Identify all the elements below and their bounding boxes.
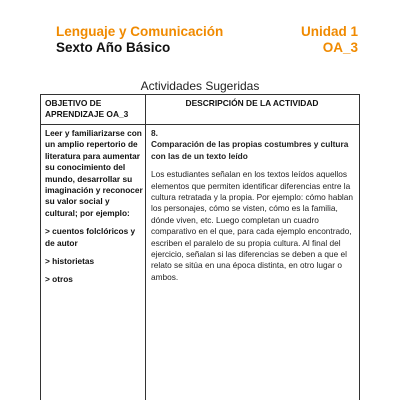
document-header xyxy=(56,24,358,58)
subject-title: Lenguaje y Comunicación xyxy=(56,24,224,39)
objective-item: > cuentos folclóricos y de autor xyxy=(45,226,136,248)
activity-number: 8. xyxy=(151,128,158,138)
oa-label: OA_3 xyxy=(322,40,358,55)
activity-description: Los estudiantes señalan en los textos leídos aquellos elementos que permiten identificar diferencias entre la cultura retratada y la propia. Por ejemplo: cómo hablan los personajes, cómo se visten, cómo es la familia, dónde viven, etc. Luego completan un cuadro comparativo en el que, para cada ejemplo encontrado, escriben el paralelo de su propia cultura. Al final del ejercicio, señalan si las diferencias se deben a que el relato se sitúa en una época distinta, en otro lugar o ambos. xyxy=(151,169,354,282)
description-column-header: DESCRIPCIÓN DE LA ACTIVIDAD xyxy=(185,98,319,108)
objective-item: > otros xyxy=(45,274,73,285)
header-row-divider xyxy=(41,124,359,125)
unit-label: Unidad 1 xyxy=(300,24,358,39)
objective-cell xyxy=(45,128,143,293)
activity-title: Comparación de las propias costumbres y cultura con las de un texto leído xyxy=(151,139,349,161)
objective-text: Leer y familiarizarse con un amplio repertorio de literatura para aumentar su conocimiento del mundo, desarrollar su imaginación y reconocer su valor social y cultural; por ejemplo: xyxy=(45,128,143,218)
column-divider xyxy=(145,95,146,400)
objective-column-header: OBJETIVO DE APRENDIZAJE OA_3 xyxy=(45,98,129,119)
grade-title: Sexto Año Básico xyxy=(56,40,171,55)
activity-cell xyxy=(151,128,353,283)
activities-table xyxy=(40,94,360,400)
objective-item: > historietas xyxy=(45,256,95,267)
section-title: Actividades Sugeridas xyxy=(140,79,260,93)
